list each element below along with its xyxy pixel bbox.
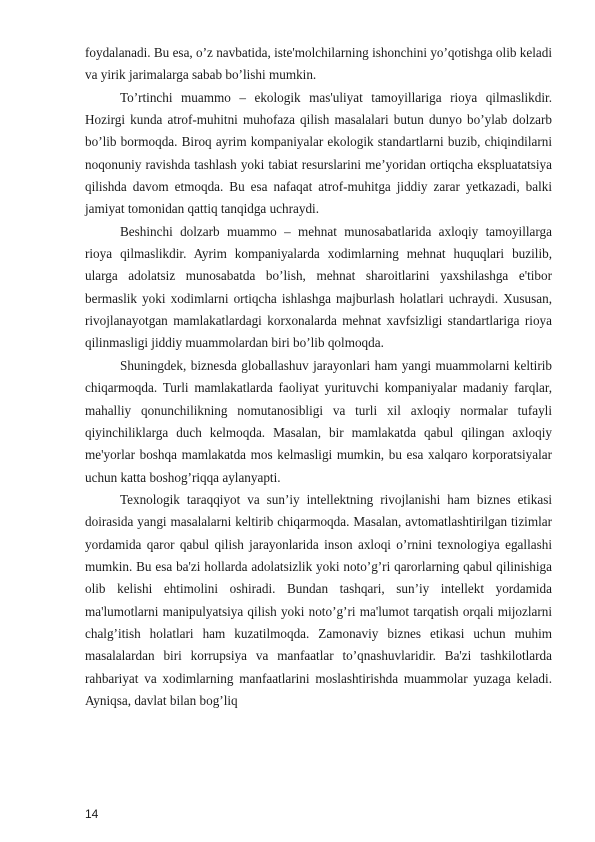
paragraph-continued: foydalanadi. Bu esa, o’z navbatida, iste'molchilarning ishonchini yo’qotishga olib keladi va yirik jarimalarga sabab bo’lishi mumkin.	[85, 45, 552, 83]
paragraph-labor-relations: Beshinchi dolzarb muammo – mehnat munosabatlarida axloqiy tamoyillarga rioya qilmaslikdir. Ayrim kompaniyalarda xodimlarning mehnat huquqlari buzilib, ularga adolatsiz munosabatda bo’lish, mehnat sharoitlarini yaxshilashga e'tibor bermaslik yoki xodimlarni ortiqcha ishlashga majburlash holatlari uchraydi. Xususan, rivojlanayotgan mamlakatlardagi korxonalarda mehnat xavfsizligi standartlariga rioya qilinmasligi jiddiy muammolardan biri bo’lib qolmoqda.	[85, 223, 552, 351]
paragraph-ecological-responsibility: To’rtinchi muammo – ekologik mas'uliyat tamoyillariga rioya qilmaslikdir. Hozirgi kunda atrof-muhitni muhofaza qilish masalalari butun dunyo bo’ylab dolzarb bo’lib bormoqda. Biroq ayrim kompaniyalar ekologik standartlarni buzib, chiqindilarni noqonuniy ravishda tashlash yoki tabiat resurslarini me’yoridan ortiqcha ekspluatatsiya qilishda davom etmoqda. Bu esa nafaqat atrof-muhitga jiddiy zarar yetkazadi, balki jamiyat tomonidan qattiq tanqidga uchraydi.	[85, 89, 552, 217]
body-text	[85, 42, 552, 712]
paragraph-globalization: Shuningdek, biznesda globallashuv jarayonlari ham yangi muammolarni keltirib chiqarmoqda. Turli mamlakatlarda faoliyat yurituvchi kompaniyalar madaniy farqlar, mahalliy qonunchilikning nomutanosibligi va turli xil axloqiy normalar tufayli qiyinchiliklarga duch kelmoqda. Masalan, bir mamlakatda qabul qilingan axloqiy me'yorlar boshqa mamlakatda mos kelmasligi mumkin, bu esa xalqaro korporatsiyalar uchun katta boshog’riqqa aylanyapti.	[85, 357, 552, 485]
paragraph-technology-ai: Texnologik taraqqiyot va sun’iy intellektning rivojlanishi ham biznes etikasi doirasida yangi masalalarni keltirib chiqarmoqda. Masalan, avtomatlashtirilgan tizimlar yordamida qaror qabul qilish jarayonlarida inson axloqi o’rnini texnologiya egallashi mumkin. Bu esa ba'zi hollarda adolatsizlik yoki noto’g’ri qarorlarning qabul qilinishiga olib kelishi ehtimolini oshiradi. Bundan tashqari, sun’iy intellekt yordamida ma'lumotlarni manipulyatsiya qilish yoki noto’g’ri ma'lumot tarqatish orqali mijozlarni chalg’itish holatlari ham kuzatilmoqda. Zamonaviy biznes etikasi uchun muhim masalalardan biri korrupsiya va manfaatlar to’qnashuvlaridir. Ba'zi tashkilotlarda rahbariyat va xodimlarning manfaatlarini moslashtirishda muammolar yuzaga keladi. Ayniqsa, davlat bilan bog’liq	[85, 491, 552, 708]
page-number: 14	[85, 807, 99, 821]
